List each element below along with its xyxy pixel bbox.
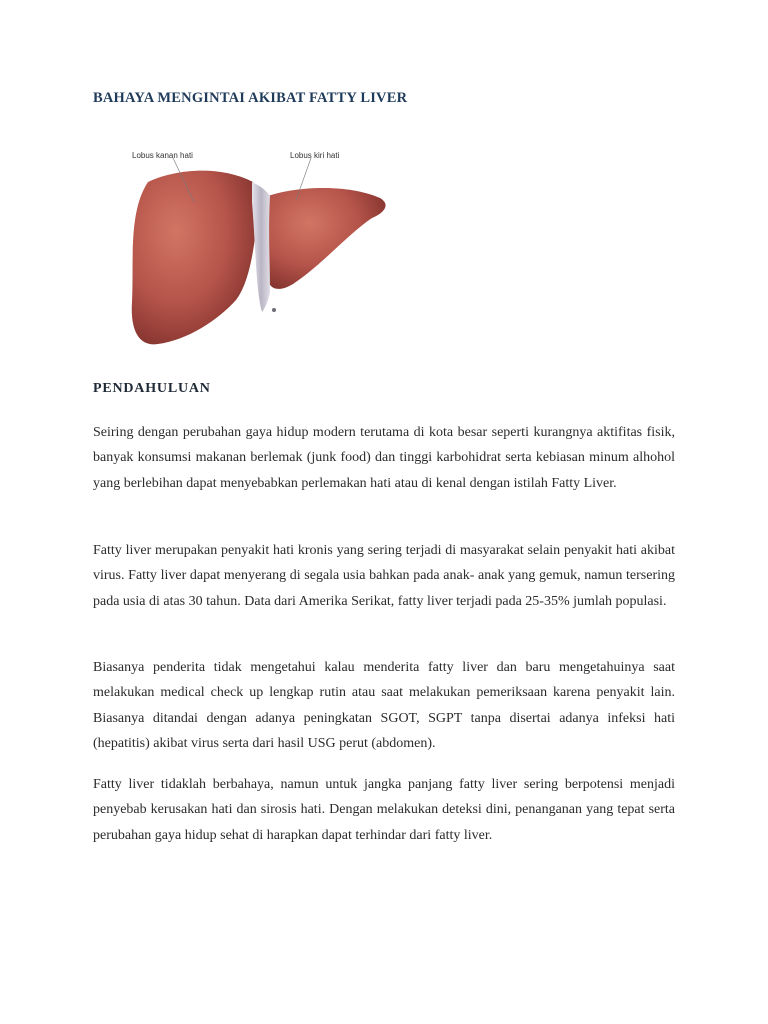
paragraph-4: Fatty liver tidaklah berbahaya, namun untuk jangka panjang fatty liver sering berpotensi menjadi penyebab kerusakan hati dan sirosis hati. Dengan melakukan deteksi dini, penanganan yang tepat serta perubahan gaya hidup sehat di harapkan dapat terhindar dari fatty liver. (93, 777, 675, 843)
paragraph-2: Fatty liver merupakan penyakit hati kronis yang sering terjadi di masyarakat selain penyakit hati akibat virus. Fatty liver dapat menyerang di segala usia bahkan pada anak- anak yang gemuk, namun tersering pada usia di atas 30 tahun. Data dari Amerika Serikat, fatty liver terjadi pada 25-35% jumlah populasi. (93, 543, 675, 609)
liver-illustration (118, 142, 398, 352)
label-right-lobe: Lobus kanan hati (132, 151, 193, 160)
liver-image (118, 142, 398, 352)
right-lobe-shape (132, 171, 258, 345)
ligament-shape (252, 182, 270, 312)
paragraph-1: Seiring dengan perubahan gaya hidup modern terutama di kota besar seperti kurangnya aktifitas fisik, banyak konsumsi makanan berlemak (junk food) dan tinggi karbohidrat serta kebiasan minum alhohol yang berlebihan dapat menyebabkan perlemakan hati atau di kenal dengan istilah Fatty Liver. (93, 425, 675, 491)
paragraph-3: Biasanya penderita tidak mengetahui kalau menderita fatty liver dan baru mengetahuinya saat melakukan medical check up lengkap rutin atau saat melakukan pemeriksaan karena penyakit lain. Biasanya ditandai dengan adanya peningkatan SGOT, SGPT tanpa disertai adanya infeksi hati (hepatitis) akibat virus serta dari hasil USG perut (abdomen). (93, 660, 675, 752)
label-left-lobe: Lobus kiri hati (290, 151, 340, 160)
left-lobe-shape (268, 188, 386, 289)
document-title: BAHAYA MENGINTAI AKIBAT FATTY LIVER (93, 90, 408, 106)
section-heading: PENDAHULUAN (93, 381, 211, 396)
